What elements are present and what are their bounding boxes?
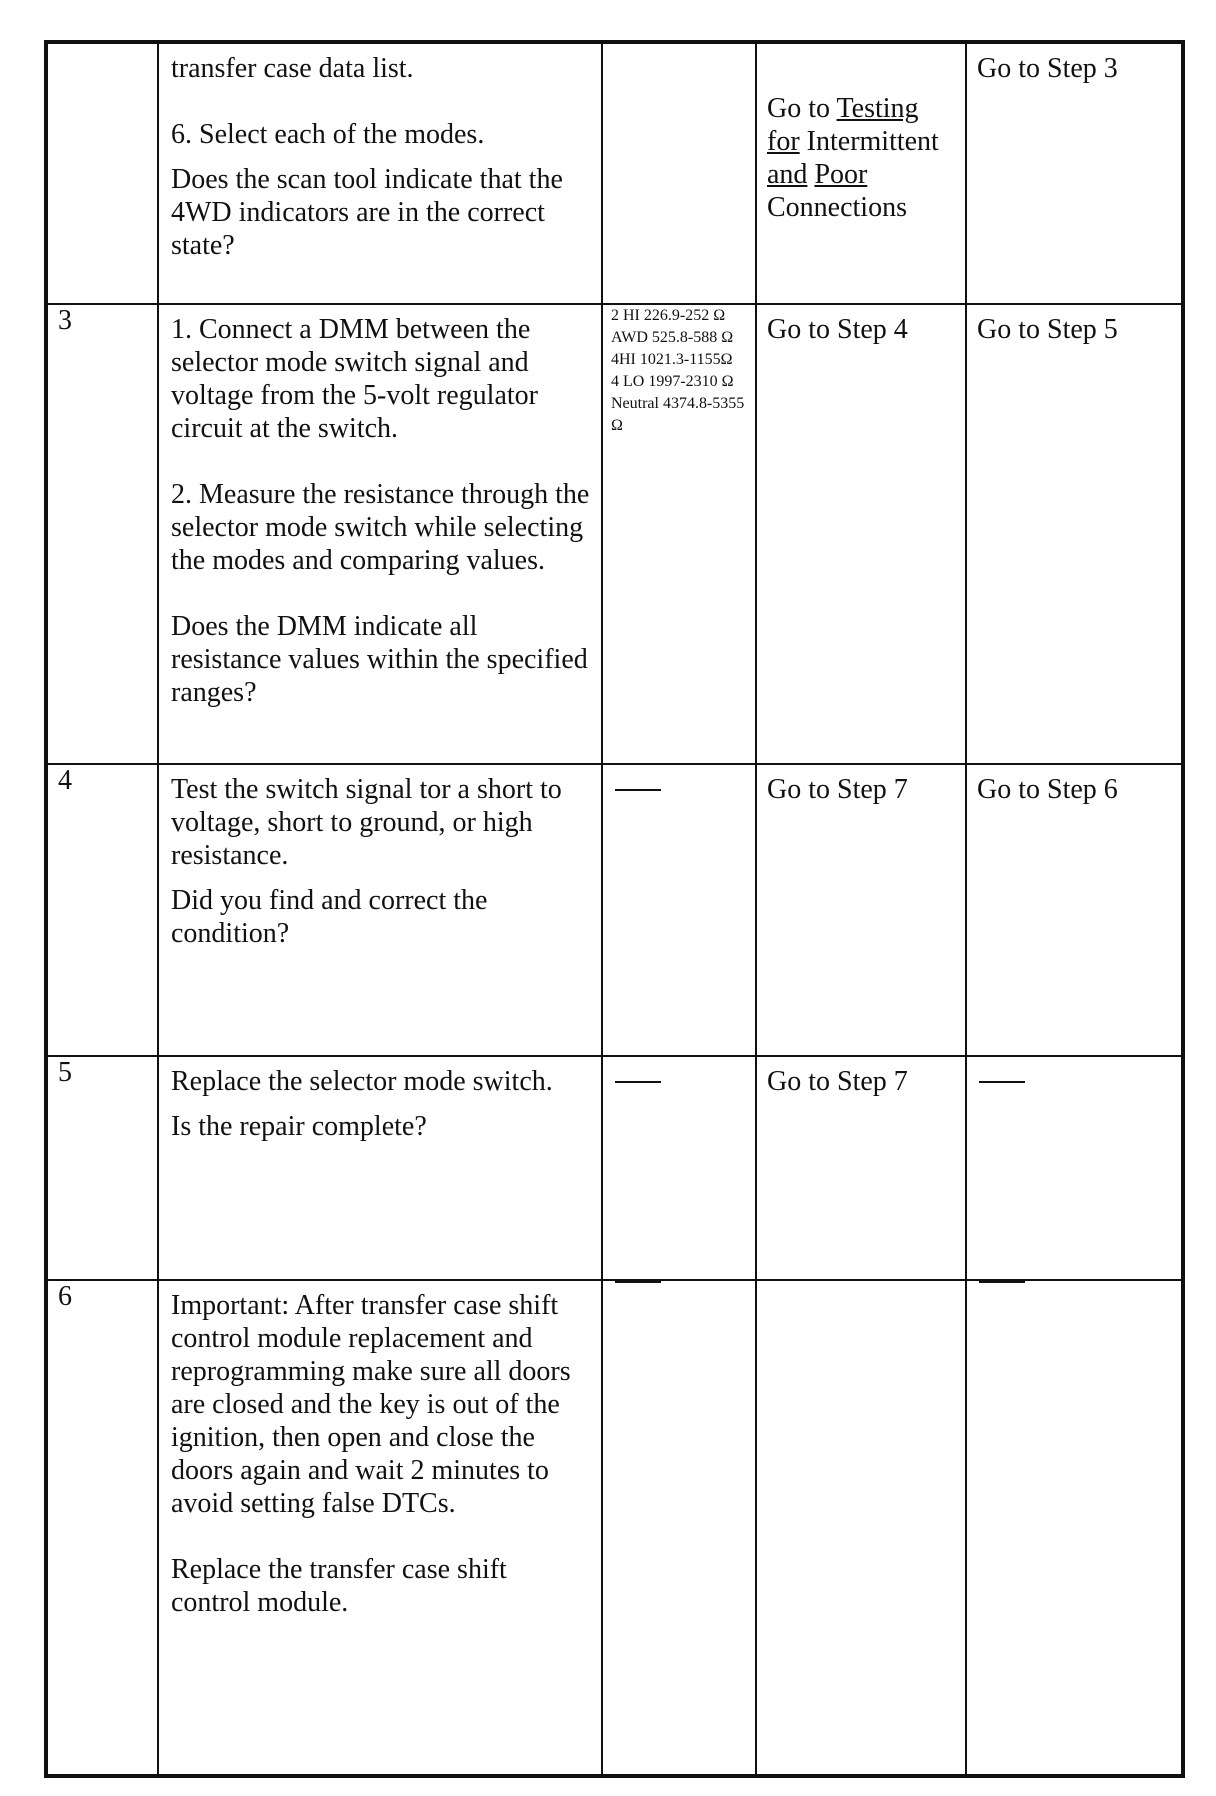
step-number-cell (46, 42, 158, 304)
dash-mark (615, 1281, 661, 1283)
no-cell (966, 1280, 1183, 1776)
table-row (46, 42, 1183, 304)
action-text: 1. Connect a DMM between the selector mode switch signal and voltage from the 5-volt regulator circuit at the switch. (171, 314, 538, 444)
step-number: 3 (58, 305, 72, 336)
step-number-cell (46, 1056, 158, 1280)
no-cell (966, 42, 1183, 304)
value-cell (602, 1056, 756, 1280)
no-cell (966, 1056, 1183, 1280)
resistance-spec: 2 HI 226.9-252 Ω (611, 307, 726, 324)
question-text: Did you find and correct the condition? (171, 885, 488, 949)
action-text: Test the switch signal tor a short to voltage, short to ground, or high resistance. (171, 774, 562, 871)
yes-action: Go to Step 4 (767, 314, 908, 345)
step-number: 5 (58, 1057, 72, 1088)
action-text: Replace the selector mode switch. (171, 1066, 553, 1097)
for-link[interactable]: for (767, 126, 800, 157)
action-text: 2. Measure the resistance through the selector mode switch while selecting the modes and comparing values. (171, 479, 590, 576)
value-cell (602, 304, 756, 764)
yes-action[interactable]: Go to Testing for Intermittent and Poor Connections (767, 93, 939, 223)
yes-action: Go to Step 7 (767, 1066, 908, 1097)
dash-mark (979, 1081, 1025, 1083)
table-row (46, 304, 1183, 764)
resistance-spec: 4 LO 1997-2310 Ω (611, 373, 734, 390)
step-number-cell (46, 764, 158, 1056)
table-row (46, 1056, 1183, 1280)
action-cell (158, 764, 602, 1056)
yes-cell (756, 42, 966, 304)
action-cell (158, 1056, 602, 1280)
step-number-cell (46, 1280, 158, 1776)
resistance-spec-list (603, 305, 755, 437)
no-cell (966, 764, 1183, 1056)
dash-mark (979, 1281, 1025, 1283)
table-row (46, 764, 1183, 1056)
question-text: Is the repair complete? (171, 1111, 427, 1142)
diagnostic-table (44, 40, 1185, 1778)
table-row (46, 1280, 1183, 1776)
step-number: 6 (58, 1281, 72, 1312)
dash-mark (615, 789, 661, 791)
no-action: Go to Step 6 (977, 774, 1118, 805)
value-cell (602, 764, 756, 1056)
important-note: Important: After transfer case shift control module replacement and reprogramming make sure all doors are closed and the key is out of the ignition, then open and close the doors again and wait 2 minutes to avoid setting false DTCs. (171, 1290, 571, 1519)
step-number: 4 (58, 765, 72, 796)
resistance-spec: Neutral 4374.8-5355 Ω (611, 395, 745, 434)
resistance-spec: 4HI 1021.3-1155Ω (611, 351, 733, 368)
action-cell (158, 1280, 602, 1776)
no-cell (966, 304, 1183, 764)
value-cell (602, 42, 756, 304)
yes-cell (756, 304, 966, 764)
action-text: transfer case data list. (171, 53, 414, 84)
poor-link[interactable]: Poor (814, 159, 868, 190)
yes-action: Go to Step 7 (767, 774, 908, 805)
and-link[interactable]: and (767, 159, 808, 190)
action-text: Replace the transfer case shift control module. (171, 1554, 507, 1618)
action-text: 6. Select each of the modes. (171, 119, 485, 150)
value-cell (602, 1280, 756, 1776)
question-text: Does the scan tool indicate that the 4WD indicators are in the correct state? (171, 164, 563, 261)
testing-link[interactable]: Testing (836, 93, 919, 124)
action-cell (158, 42, 602, 304)
no-action: Go to Step 5 (977, 314, 1118, 345)
action-cell (158, 304, 602, 764)
no-action: Go to Step 3 (977, 53, 1118, 84)
yes-cell (756, 764, 966, 1056)
step-number-cell (46, 304, 158, 764)
resistance-spec: AWD 525.8-588 Ω (611, 329, 734, 346)
yes-cell (756, 1280, 966, 1776)
yes-cell (756, 1056, 966, 1280)
dash-mark (615, 1081, 661, 1083)
question-text: Does the DMM indicate all resistance values within the specified ranges? (171, 611, 588, 708)
